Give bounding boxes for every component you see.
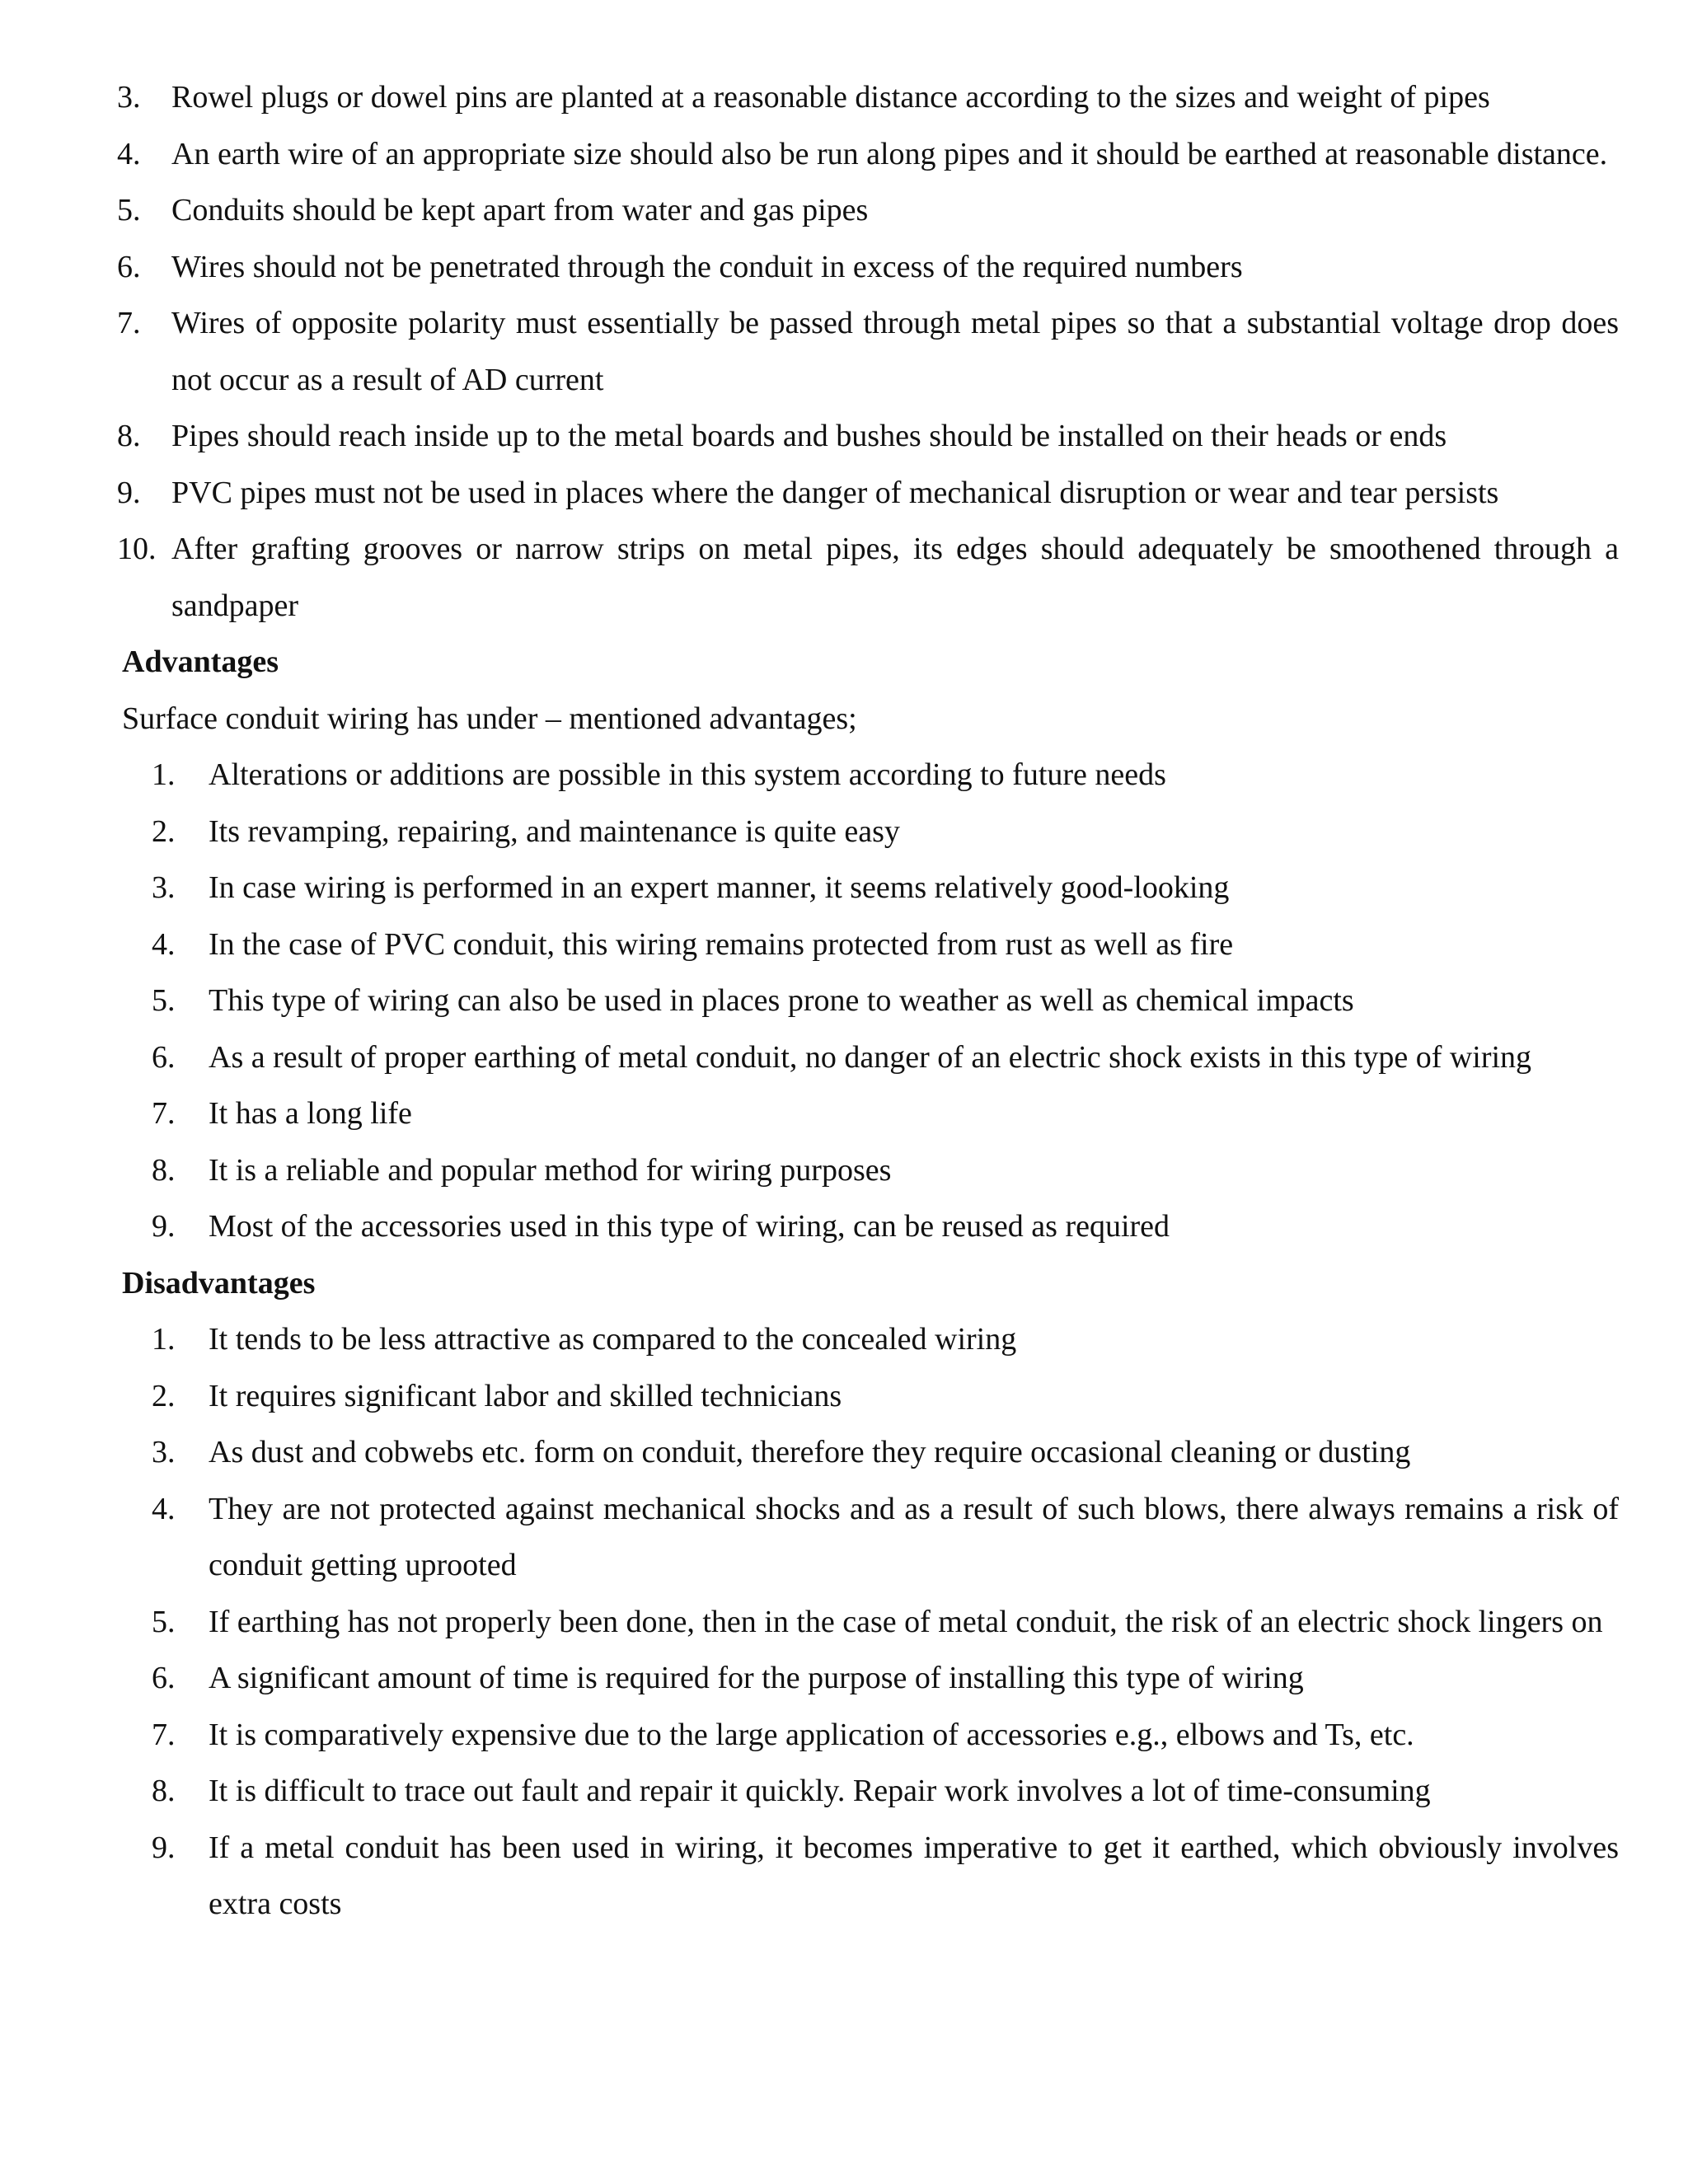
list-item — [122, 860, 1619, 916]
list-item — [122, 1594, 1619, 1651]
list-item-text: It is comparatively expensive due to the large application of accessories e.g., elbows and Ts, etc. — [209, 1717, 1414, 1752]
list-item-text: An earth wire of an appropriate size should also be run along pipes and it should be earthed at reasonable distance. — [171, 136, 1608, 171]
document-page — [117, 69, 1619, 1933]
list-item-text: If a metal conduit has been used in wiring, it becomes imperative to get it earthed, which obviously involves extra costs — [209, 1830, 1619, 1921]
list-item-number: 6. — [117, 249, 141, 284]
list-item — [117, 69, 1619, 126]
list-item-text: In case wiring is performed in an expert manner, it seems relatively good-looking — [209, 870, 1230, 905]
list-item-text: A significant amount of time is required for the purpose of installing this type of wiring — [209, 1661, 1304, 1695]
list-item-text: Wires should not be penetrated through the conduit in excess of the required numbers — [171, 249, 1243, 284]
list-item — [117, 521, 1619, 634]
list-item-text: Alterations or additions are possible in this system according to future needs — [209, 757, 1166, 792]
list-item — [122, 1424, 1619, 1481]
list-item-text: Most of the accessories used in this type of wiring, can be reused as required — [209, 1209, 1170, 1244]
list-item-number: 7. — [152, 1096, 176, 1131]
list-item-number: 9. — [117, 475, 141, 510]
list-item — [122, 916, 1619, 973]
list-item — [122, 1707, 1619, 1764]
list-item-number: 10. — [117, 532, 157, 566]
list-item-number: 6. — [152, 1039, 176, 1075]
list-item-text: Rowel plugs or dowel pins are planted at a reasonable distance according to the sizes and weight of pipes — [171, 80, 1490, 115]
list-item-number: 8. — [152, 1152, 176, 1188]
list-item-text: It has a long life — [209, 1096, 412, 1131]
list-item-number: 2. — [152, 813, 176, 849]
list-item — [117, 239, 1619, 296]
list-item — [122, 1368, 1619, 1425]
list-item — [117, 126, 1619, 183]
list-item — [122, 747, 1619, 804]
list-item — [122, 1650, 1619, 1707]
advantages-list — [122, 747, 1619, 1255]
list-item-number: 1. — [152, 1322, 176, 1357]
list-item-number: 5. — [152, 1604, 176, 1639]
list-item — [122, 1029, 1619, 1086]
list-item-text: It tends to be less attractive as compared to the concealed wiring — [209, 1322, 1017, 1357]
list-item-text: Pipes should reach inside up to the metal boards and bushes should be installed on their heads or ends — [171, 419, 1447, 453]
list-item-number: 8. — [152, 1774, 176, 1808]
list-item-text: Conduits should be kept apart from water and gas pipes — [171, 193, 869, 227]
list-item — [122, 1820, 1619, 1933]
list-item-text: It is a reliable and popular method for wiring purposes — [209, 1152, 892, 1188]
list-item — [117, 408, 1619, 465]
list-item — [122, 1311, 1619, 1368]
list-item-text: If earthing has not properly been done, then in the case of metal conduit, the risk of an electric shock lingers on — [209, 1604, 1603, 1639]
list-item — [122, 1763, 1619, 1820]
list-item-number: 4. — [152, 926, 176, 962]
list-item-text: PVC pipes must not be used in places where the danger of mechanical disruption or wear and tear persists — [171, 475, 1499, 510]
list-item-number: 1. — [152, 757, 176, 792]
list-item-number: 3. — [117, 80, 141, 115]
list-item-number: 5. — [117, 193, 141, 227]
list-item — [122, 1085, 1619, 1142]
list-item-text: In the case of PVC conduit, this wiring remains protected from rust as well as fire — [209, 926, 1234, 962]
list-item-number: 3. — [152, 1435, 176, 1469]
list-item-text: Wires of opposite polarity must essentially be passed through metal pipes so that a substantial voltage drop does not occur as a result of AD current — [171, 306, 1619, 397]
continued-precautions-list — [117, 69, 1619, 634]
list-item-number: 8. — [117, 419, 141, 453]
list-item — [122, 1481, 1619, 1594]
disadvantages-list — [122, 1311, 1619, 1933]
list-item-text: As dust and cobwebs etc. form on conduit, therefore they require occasional cleaning or dusting — [209, 1435, 1411, 1469]
list-item — [117, 465, 1619, 522]
list-item — [122, 972, 1619, 1029]
list-item-text: Its revamping, repairing, and maintenance is quite easy — [209, 813, 900, 849]
list-item-text: This type of wiring can also be used in places prone to weather as well as chemical impacts — [209, 983, 1354, 1018]
list-item-number: 9. — [152, 1209, 176, 1244]
list-item — [122, 1198, 1619, 1255]
list-item-text: It is difficult to trace out fault and repair it quickly. Repair work involves a lot of time-consuming — [209, 1774, 1431, 1808]
list-item-text: It requires significant labor and skilled technicians — [209, 1378, 842, 1413]
list-item-number: 4. — [117, 136, 141, 171]
list-item-number: 3. — [152, 870, 176, 905]
list-item-number: 4. — [152, 1491, 176, 1526]
list-item — [117, 295, 1619, 408]
list-item — [122, 804, 1619, 860]
list-item-text: After grafting grooves or narrow strips on metal pipes, its edges should adequately be smoothened through a sandpaper — [171, 532, 1619, 623]
list-item-number: 7. — [152, 1717, 176, 1752]
list-item-number: 2. — [152, 1378, 176, 1413]
disadvantages-heading: Disadvantages — [122, 1265, 316, 1301]
list-item-text: As a result of proper earthing of metal conduit, no danger of an electric shock exists in this type of wiring — [209, 1039, 1532, 1075]
list-item-number: 7. — [117, 306, 141, 340]
advantages-heading: Advantages — [122, 644, 279, 679]
list-item — [122, 1142, 1619, 1199]
advantages-intro: Surface conduit wiring has under – mentioned advantages; — [122, 701, 857, 736]
list-item-text: They are not protected against mechanical shocks and as a result of such blows, there always remains a risk of conduit getting uprooted — [209, 1491, 1619, 1582]
list-item-number: 5. — [152, 983, 176, 1018]
list-item-number: 9. — [152, 1830, 176, 1865]
list-item-number: 6. — [152, 1661, 176, 1695]
list-item — [117, 182, 1619, 239]
